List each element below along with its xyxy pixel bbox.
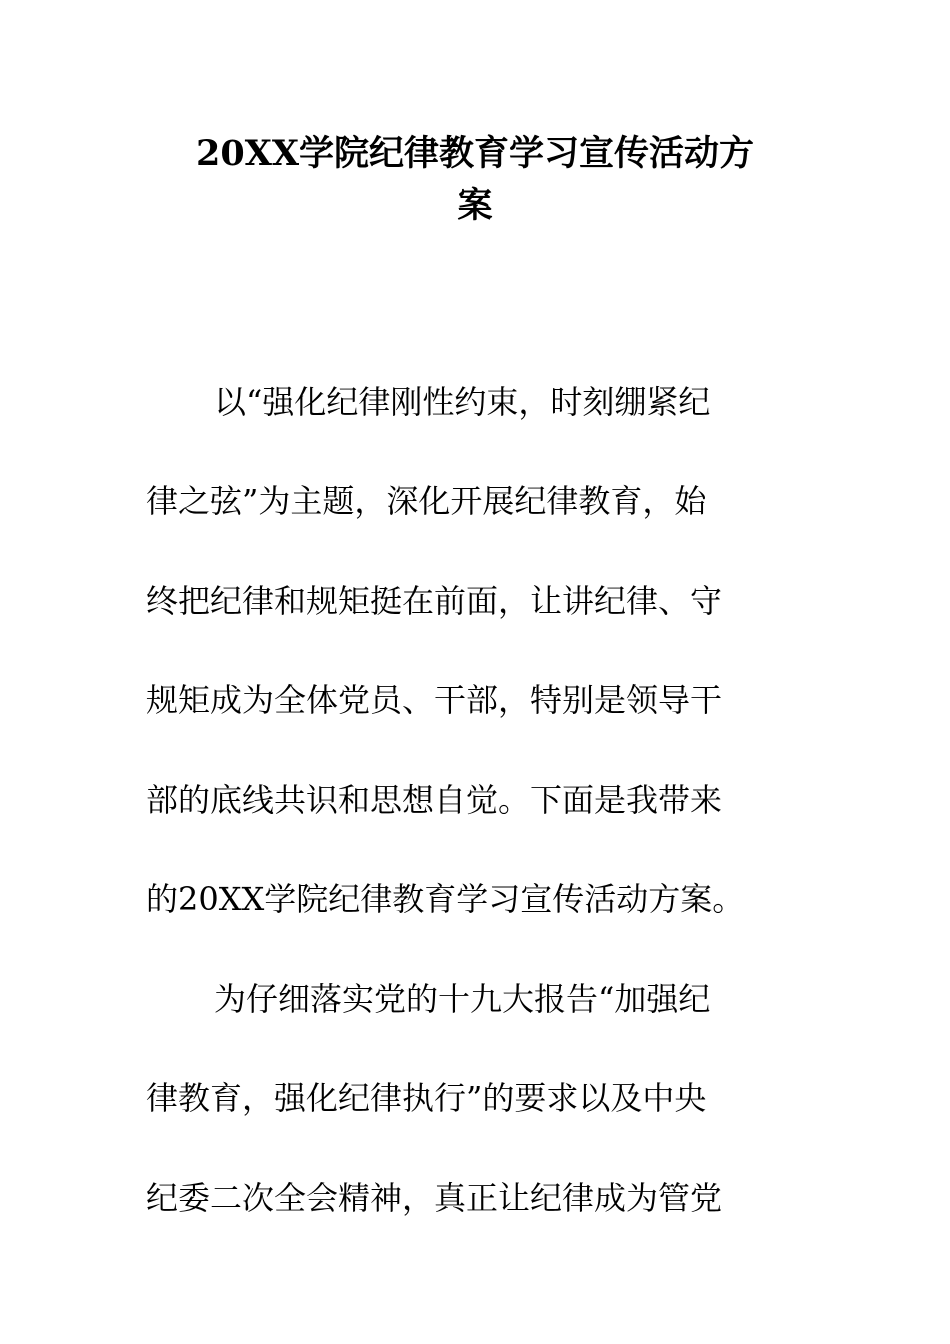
paragraph-1-line-3: 终把纪律和规矩挺在前面，让讲纪律、守: [146, 582, 723, 620]
paragraph-2-line-3: 纪委二次全会精神，真正让纪律成为管党: [146, 1179, 723, 1217]
paragraph-1-line-5: 部的底线共识和思想自觉。下面是我带来: [146, 781, 723, 819]
document-title-line-2: 案: [457, 185, 493, 226]
paragraph-2-line-1: 为仔细落实党的十九大报告“加强纪: [214, 980, 711, 1018]
paragraph-1-line-1: 以“强化纪律刚性约束，时刻绷紧纪: [214, 383, 711, 421]
paragraph-1-line-6: 的20XX学院纪律教育学习宣传活动方案。: [146, 880, 745, 918]
paragraph-1-line-4: 规矩成为全体党员、干部，特别是领导干: [146, 681, 723, 719]
document-title-line-1: 20XX学院纪律教育学习宣传活动方: [195, 133, 755, 174]
paragraph-1-line-2: 律之弦”为主题，深化开展纪律教育，始: [146, 482, 707, 520]
paragraph-2-line-2: 律教育，强化纪律执行”的要求以及中央: [146, 1079, 707, 1117]
